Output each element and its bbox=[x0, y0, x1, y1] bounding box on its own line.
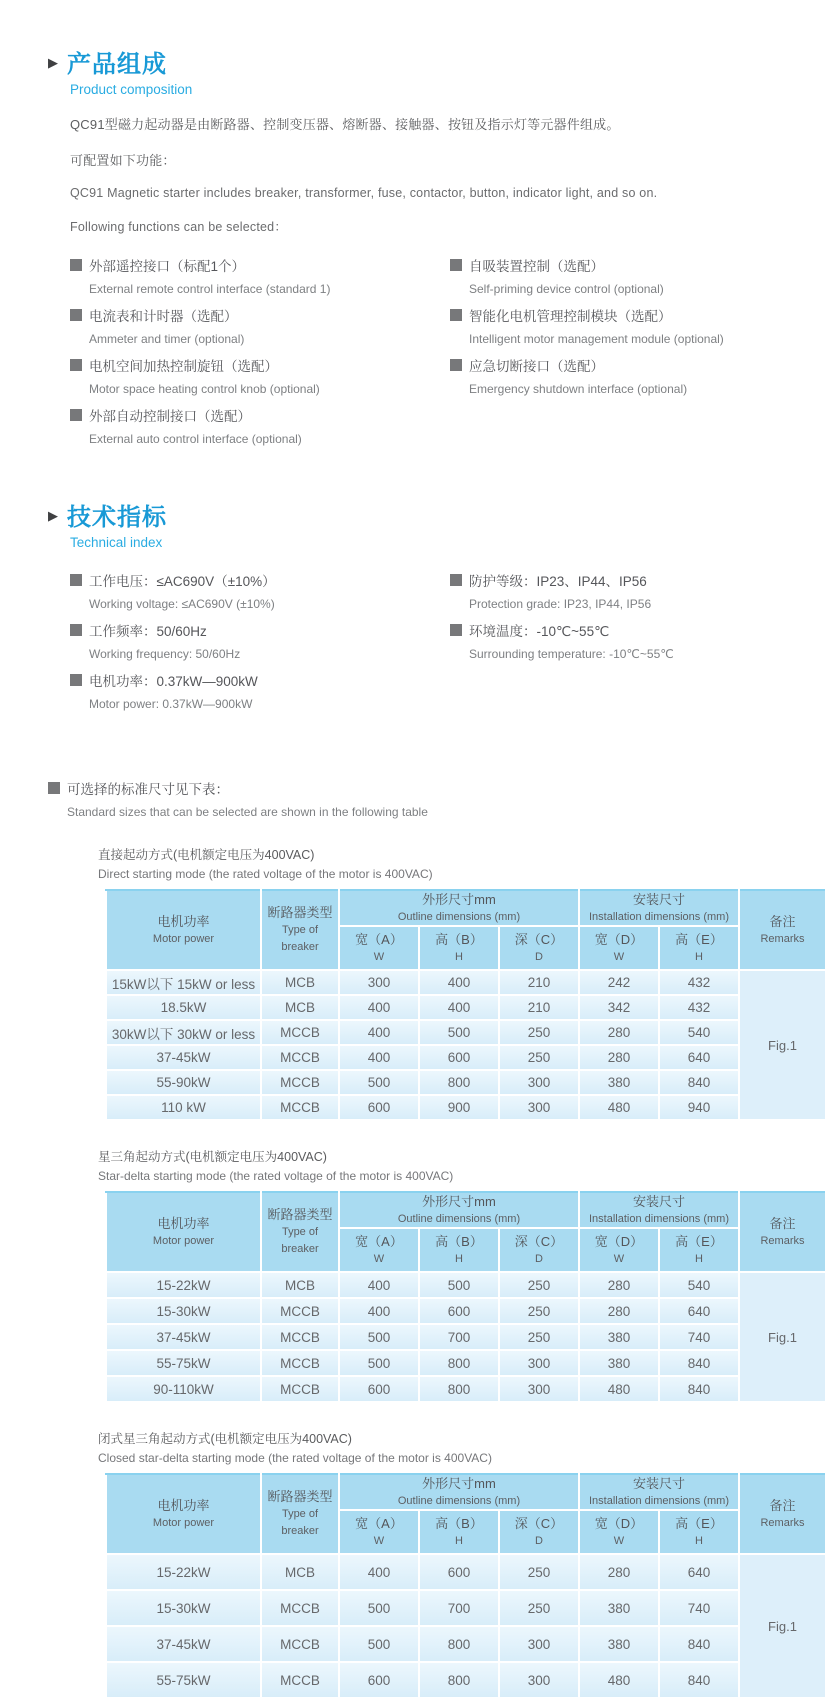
cell-dimension: 250 bbox=[499, 1324, 579, 1350]
bullet-item-zh bbox=[450, 355, 790, 375]
bullet-item bbox=[70, 255, 450, 296]
square-bullet-icon bbox=[48, 782, 60, 794]
square-bullet-icon bbox=[70, 624, 82, 636]
bullet-item bbox=[450, 620, 790, 661]
cell-dimension: 840 bbox=[659, 1662, 739, 1698]
table-row bbox=[106, 1376, 826, 1402]
cell-dimension: 250 bbox=[499, 1020, 579, 1045]
cell-motor-power: 55-75kW bbox=[106, 1662, 261, 1698]
bullet-text-zh: 电机空间加热控制旋钮（选配） bbox=[89, 359, 278, 374]
table-row bbox=[106, 1070, 826, 1095]
spec-column-right bbox=[450, 570, 790, 720]
feature-column-left bbox=[70, 255, 450, 455]
header-dim-col-4: 高（E） H bbox=[659, 1510, 739, 1554]
cell-breaker-type: MCB bbox=[261, 1554, 339, 1590]
cell-breaker-type: MCB bbox=[261, 1272, 339, 1298]
bullet-text-en: Working voltage: ≤AC690V (±10%) bbox=[89, 597, 275, 611]
star-delta-starting-table-block bbox=[48, 1147, 805, 1403]
table-row bbox=[106, 1324, 826, 1350]
cell-dimension: 250 bbox=[499, 1554, 579, 1590]
cell-dimension: 800 bbox=[419, 1626, 499, 1662]
cell-dimension: 380 bbox=[579, 1626, 659, 1662]
table-row bbox=[106, 995, 826, 1020]
cell-motor-power: 30kW以下 30kW or less bbox=[106, 1020, 261, 1045]
header-breaker-type: 断路器类型 Type of breaker bbox=[261, 1474, 339, 1554]
section-title-en: Product composition bbox=[70, 82, 193, 97]
square-bullet-icon bbox=[70, 674, 82, 686]
cell-breaker-type: MCCB bbox=[261, 1045, 339, 1070]
cell-dimension: 840 bbox=[659, 1626, 739, 1662]
table-row bbox=[106, 1045, 826, 1070]
cell-dimension: 500 bbox=[339, 1324, 419, 1350]
square-bullet-icon bbox=[70, 409, 82, 421]
cell-breaker-type: MCCB bbox=[261, 1662, 339, 1698]
cell-motor-power: 37-45kW bbox=[106, 1045, 261, 1070]
bullet-text-zh: 电流表和计时器（选配） bbox=[89, 309, 238, 324]
section-title-en: Technical index bbox=[70, 535, 163, 550]
cell-dimension: 380 bbox=[579, 1350, 659, 1376]
square-bullet-icon bbox=[450, 624, 462, 636]
bullet-text-en: Protection grade: IP23, IP44, IP56 bbox=[469, 597, 652, 611]
cell-breaker-type: MCCB bbox=[261, 1298, 339, 1324]
cell-dimension: 480 bbox=[579, 1376, 659, 1402]
cell-remark: Fig.1 bbox=[739, 1554, 826, 1698]
header-dim-col-1: 高（B） H bbox=[419, 1510, 499, 1554]
cell-motor-power: 37-45kW bbox=[106, 1626, 261, 1662]
header-installation-dimensions: 安装尺寸 Installation dimensions (mm) bbox=[579, 890, 739, 926]
cell-dimension: 400 bbox=[419, 995, 499, 1020]
header-installation-dimensions: 安装尺寸 Installation dimensions (mm) bbox=[579, 1474, 739, 1510]
bullet-item bbox=[450, 305, 790, 346]
header-motor-power: 电机功率 Motor power bbox=[106, 1474, 261, 1554]
cell-motor-power: 110 kW bbox=[106, 1095, 261, 1120]
cell-dimension: 480 bbox=[579, 1662, 659, 1698]
header-dim-col-0: 宽（A） W bbox=[339, 1510, 419, 1554]
bullet-item-zh bbox=[70, 670, 450, 690]
cell-dimension: 500 bbox=[419, 1020, 499, 1045]
header-motor-power: 电机功率 Motor power bbox=[106, 890, 261, 970]
cell-dimension: 900 bbox=[419, 1095, 499, 1120]
header-dim-col-2: 深（C） D bbox=[499, 1228, 579, 1272]
table-title bbox=[98, 845, 790, 881]
cell-dimension: 210 bbox=[499, 995, 579, 1020]
bullet-item-zh bbox=[450, 620, 790, 640]
cell-motor-power: 18.5kW bbox=[106, 995, 261, 1020]
cell-dimension: 500 bbox=[339, 1070, 419, 1095]
bullet-text-en: Motor power: 0.37kW—900kW bbox=[89, 697, 253, 711]
cell-breaker-type: MCCB bbox=[261, 1350, 339, 1376]
cell-motor-power: 90-110kW bbox=[106, 1376, 261, 1402]
cell-dimension: 400 bbox=[339, 1554, 419, 1590]
cell-breaker-type: MCCB bbox=[261, 1020, 339, 1045]
cell-dimension: 540 bbox=[659, 1020, 739, 1045]
table-title-zh: 闭式星三角起动方式(电机额定电压为400VAC) bbox=[98, 1432, 352, 1446]
table-title-en: Star-delta starting mode (the rated voltage of the motor is 400VAC) bbox=[98, 1169, 454, 1183]
bullet-text-en: Surrounding temperature: -10℃~55℃ bbox=[469, 647, 674, 661]
square-bullet-icon bbox=[70, 359, 82, 371]
cell-dimension: 250 bbox=[499, 1298, 579, 1324]
header-dim-col-4: 高（E） H bbox=[659, 926, 739, 970]
cell-dimension: 432 bbox=[659, 970, 739, 995]
section-title-zh: 技术指标 bbox=[67, 504, 167, 531]
table-row bbox=[106, 1350, 826, 1376]
header-dim-col-2: 深（C） D bbox=[499, 926, 579, 970]
header-remarks: 备注 Remarks bbox=[739, 890, 826, 970]
closed-star-delta-starting-table-block bbox=[48, 1429, 805, 1699]
square-bullet-icon bbox=[450, 359, 462, 371]
bullet-text-zh: 外部自动控制接口（选配） bbox=[89, 409, 251, 424]
cell-remark: Fig.1 bbox=[739, 1272, 826, 1402]
header-dim-col-1: 高（B） H bbox=[419, 926, 499, 970]
header-dim-col-0: 宽（A） W bbox=[339, 1228, 419, 1272]
bullet-text-zh: 外部遥控接口（标配1个） bbox=[89, 259, 246, 274]
bullet-item bbox=[450, 355, 790, 396]
closed-star-delta-starting-table bbox=[105, 1473, 827, 1699]
cell-dimension: 342 bbox=[579, 995, 659, 1020]
cell-dimension: 380 bbox=[579, 1590, 659, 1626]
table-row bbox=[106, 1626, 826, 1662]
table-title-zh: 直接起动方式(电机额定电压为400VAC) bbox=[98, 848, 315, 862]
bullet-item-zh bbox=[48, 778, 790, 798]
bullet-text-en: Motor space heating control knob (optional) bbox=[89, 382, 320, 396]
header-breaker-type: 断路器类型 Type of breaker bbox=[261, 1192, 339, 1272]
bullet-item bbox=[70, 305, 450, 346]
cell-dimension: 300 bbox=[339, 970, 419, 995]
square-bullet-icon bbox=[70, 309, 82, 321]
cell-dimension: 280 bbox=[579, 1554, 659, 1590]
feature-column-right bbox=[450, 255, 790, 455]
bullet-text-zh: 工作频率：50/60Hz bbox=[89, 624, 207, 639]
bullet-item-zh bbox=[450, 255, 790, 275]
cell-dimension: 500 bbox=[339, 1626, 419, 1662]
cell-breaker-type: MCCB bbox=[261, 1095, 339, 1120]
cell-dimension: 280 bbox=[579, 1020, 659, 1045]
table-row bbox=[106, 1020, 826, 1045]
bullet-text-zh: 可选择的标准尺寸见下表： bbox=[67, 782, 229, 797]
bullet-item bbox=[70, 620, 450, 661]
cell-motor-power: 15kW以下 15kW or less bbox=[106, 970, 261, 995]
cell-dimension: 242 bbox=[579, 970, 659, 995]
spec-tables bbox=[48, 845, 805, 1699]
cell-motor-power: 15-22kW bbox=[106, 1554, 261, 1590]
cell-dimension: 640 bbox=[659, 1298, 739, 1324]
bullet-item bbox=[70, 570, 450, 611]
cell-motor-power: 15-22kW bbox=[106, 1272, 261, 1298]
section-header bbox=[48, 497, 790, 532]
bullet-text-en: Working frequency: 50/60Hz bbox=[89, 647, 241, 661]
header-dim-col-4: 高（E） H bbox=[659, 1228, 739, 1272]
cell-dimension: 400 bbox=[339, 1298, 419, 1324]
table-title-zh: 星三角起动方式(电机额定电压为400VAC) bbox=[98, 1150, 327, 1164]
bullet-text-en: Standard sizes that can be selected are shown in the following table bbox=[67, 805, 428, 819]
section-title-zh: 产品组成 bbox=[67, 51, 167, 78]
cell-dimension: 800 bbox=[419, 1350, 499, 1376]
bullet-item bbox=[450, 570, 790, 611]
header-breaker-type: 断路器类型 Type of breaker bbox=[261, 890, 339, 970]
table-row bbox=[106, 1590, 826, 1626]
intro-paragraph-en-2: Following functions can be selected： bbox=[70, 220, 288, 234]
table-title bbox=[98, 1429, 790, 1465]
table-title bbox=[98, 1147, 790, 1183]
cell-breaker-type: MCCB bbox=[261, 1626, 339, 1662]
header-motor-power: 电机功率 Motor power bbox=[106, 1192, 261, 1272]
header-outline-dimensions: 外形尺寸mm Outline dimensions (mm) bbox=[339, 890, 579, 926]
bullet-item-zh bbox=[70, 405, 450, 425]
cell-dimension: 400 bbox=[339, 1020, 419, 1045]
cell-dimension: 400 bbox=[339, 995, 419, 1020]
cell-dimension: 740 bbox=[659, 1324, 739, 1350]
header-dim-col-0: 宽（A） W bbox=[339, 926, 419, 970]
cell-dimension: 280 bbox=[579, 1298, 659, 1324]
bullet-text-en: Emergency shutdown interface (optional) bbox=[469, 382, 688, 396]
cell-dimension: 600 bbox=[419, 1045, 499, 1070]
cell-dimension: 500 bbox=[419, 1272, 499, 1298]
cell-motor-power: 37-45kW bbox=[106, 1324, 261, 1350]
cell-motor-power: 55-75kW bbox=[106, 1350, 261, 1376]
section-technical-index bbox=[48, 497, 790, 720]
cell-dimension: 500 bbox=[339, 1350, 419, 1376]
cell-dimension: 250 bbox=[499, 1590, 579, 1626]
bullet-text-zh: 环境温度：-10℃~55℃ bbox=[469, 624, 610, 639]
bullet-text-en: External remote control interface (standard 1) bbox=[89, 282, 331, 296]
cell-dimension: 540 bbox=[659, 1272, 739, 1298]
table-title-en: Direct starting mode (the rated voltage of the motor is 400VAC) bbox=[98, 867, 433, 881]
bullet-text-zh: 应急切断接口（选配） bbox=[469, 359, 604, 374]
cell-dimension: 250 bbox=[499, 1272, 579, 1298]
standard-sizes-note bbox=[48, 778, 790, 819]
table-row bbox=[106, 1662, 826, 1698]
cell-dimension: 640 bbox=[659, 1045, 739, 1070]
bullet-text-en: Intelligent motor management module (optional) bbox=[469, 332, 724, 346]
cell-dimension: 600 bbox=[339, 1662, 419, 1698]
cell-dimension: 380 bbox=[579, 1324, 659, 1350]
header-outline-dimensions: 外形尺寸mm Outline dimensions (mm) bbox=[339, 1192, 579, 1228]
cell-dimension: 300 bbox=[499, 1350, 579, 1376]
section-arrow-icon: ▶ bbox=[48, 55, 58, 70]
bullet-text-en: Ammeter and timer (optional) bbox=[89, 332, 245, 346]
square-bullet-icon bbox=[450, 574, 462, 586]
cell-dimension: 300 bbox=[499, 1626, 579, 1662]
section-product-composition bbox=[48, 44, 790, 455]
cell-dimension: 480 bbox=[579, 1095, 659, 1120]
table-row bbox=[106, 1554, 826, 1590]
cell-dimension: 300 bbox=[499, 1070, 579, 1095]
header-installation-dimensions: 安装尺寸 Installation dimensions (mm) bbox=[579, 1192, 739, 1228]
cell-dimension: 840 bbox=[659, 1376, 739, 1402]
cell-dimension: 840 bbox=[659, 1070, 739, 1095]
bullet-item-zh bbox=[450, 305, 790, 325]
bullet-item bbox=[48, 778, 790, 819]
cell-breaker-type: MCCB bbox=[261, 1070, 339, 1095]
direct-starting-table bbox=[105, 889, 827, 1121]
square-bullet-icon bbox=[450, 259, 462, 271]
cell-dimension: 700 bbox=[419, 1590, 499, 1626]
bullet-item-zh bbox=[70, 570, 450, 590]
cell-dimension: 600 bbox=[339, 1376, 419, 1402]
cell-dimension: 600 bbox=[419, 1554, 499, 1590]
bullet-item bbox=[450, 255, 790, 296]
cell-dimension: 400 bbox=[339, 1272, 419, 1298]
square-bullet-icon bbox=[70, 574, 82, 586]
bullet-text-zh: 工作电压：≤AC690V（±10%） bbox=[89, 574, 276, 589]
star-delta-starting-table bbox=[105, 1191, 827, 1403]
feature-columns bbox=[70, 255, 790, 455]
section-header bbox=[48, 44, 790, 79]
cell-motor-power: 55-90kW bbox=[106, 1070, 261, 1095]
intro-paragraph-zh: QC91型磁力起动器是由断路器、控制变压器、熔断器、接触器、按钮及指示灯等元器件组成。 bbox=[70, 117, 620, 132]
cell-dimension: 600 bbox=[419, 1298, 499, 1324]
cell-motor-power: 15-30kW bbox=[106, 1590, 261, 1626]
header-dim-col-3: 宽（D） W bbox=[579, 1510, 659, 1554]
cell-dimension: 300 bbox=[499, 1662, 579, 1698]
cell-breaker-type: MCCB bbox=[261, 1324, 339, 1350]
table-row bbox=[106, 970, 826, 995]
bullet-text-zh: 自吸装置控制（选配） bbox=[469, 259, 604, 274]
cell-dimension: 250 bbox=[499, 1045, 579, 1070]
cell-dimension: 400 bbox=[339, 1045, 419, 1070]
header-dim-col-3: 宽（D） W bbox=[579, 926, 659, 970]
cell-dimension: 300 bbox=[499, 1095, 579, 1120]
cell-dimension: 380 bbox=[579, 1070, 659, 1095]
bullet-item bbox=[70, 355, 450, 396]
bullet-text-zh: 电机功率：0.37kW—900kW bbox=[89, 674, 258, 689]
cell-dimension: 500 bbox=[339, 1590, 419, 1626]
cell-breaker-type: MCCB bbox=[261, 1590, 339, 1626]
cell-breaker-type: MCB bbox=[261, 970, 339, 995]
square-bullet-icon bbox=[70, 259, 82, 271]
cell-dimension: 600 bbox=[339, 1095, 419, 1120]
section-arrow-icon: ▶ bbox=[48, 508, 58, 523]
cell-dimension: 280 bbox=[579, 1272, 659, 1298]
header-remarks: 备注 Remarks bbox=[739, 1474, 826, 1554]
cell-dimension: 940 bbox=[659, 1095, 739, 1120]
cell-dimension: 700 bbox=[419, 1324, 499, 1350]
bullet-item-zh bbox=[70, 255, 450, 275]
direct-starting-table-block bbox=[48, 845, 805, 1121]
cell-dimension: 432 bbox=[659, 995, 739, 1020]
cell-breaker-type: MCB bbox=[261, 995, 339, 1020]
header-remarks: 备注 Remarks bbox=[739, 1192, 826, 1272]
bullet-item bbox=[70, 405, 450, 446]
bullet-text-en: Self-priming device control (optional) bbox=[469, 282, 664, 296]
bullet-text-zh: 智能化电机管理控制模块（选配） bbox=[469, 309, 672, 324]
spec-column-left bbox=[70, 570, 450, 720]
cell-dimension: 640 bbox=[659, 1554, 739, 1590]
cell-remark: Fig.1 bbox=[739, 970, 826, 1120]
table-row bbox=[106, 1272, 826, 1298]
intro-paragraph-zh-2: 可配置如下功能： bbox=[70, 153, 176, 168]
header-outline-dimensions: 外形尺寸mm Outline dimensions (mm) bbox=[339, 1474, 579, 1510]
bullet-item-zh bbox=[70, 305, 450, 325]
table-row bbox=[106, 1095, 826, 1120]
cell-dimension: 400 bbox=[419, 970, 499, 995]
cell-breaker-type: MCCB bbox=[261, 1376, 339, 1402]
table-row bbox=[106, 1298, 826, 1324]
cell-dimension: 800 bbox=[419, 1070, 499, 1095]
cell-dimension: 740 bbox=[659, 1590, 739, 1626]
square-bullet-icon bbox=[450, 309, 462, 321]
cell-dimension: 800 bbox=[419, 1662, 499, 1698]
bullet-text-zh: 防护等级：IP23、IP44、IP56 bbox=[469, 574, 647, 589]
spec-columns bbox=[70, 570, 790, 720]
header-dim-col-3: 宽（D） W bbox=[579, 1228, 659, 1272]
cell-motor-power: 15-30kW bbox=[106, 1298, 261, 1324]
bullet-item-zh bbox=[450, 570, 790, 590]
cell-dimension: 280 bbox=[579, 1045, 659, 1070]
cell-dimension: 840 bbox=[659, 1350, 739, 1376]
bullet-item bbox=[70, 670, 450, 711]
bullet-item-zh bbox=[70, 620, 450, 640]
header-dim-col-1: 高（B） H bbox=[419, 1228, 499, 1272]
cell-dimension: 210 bbox=[499, 970, 579, 995]
cell-dimension: 300 bbox=[499, 1376, 579, 1402]
intro-paragraph-en: QC91 Magnetic starter includes breaker, transformer, fuse, contactor, button, indicator light, and so on. bbox=[70, 186, 658, 200]
table-title-en: Closed star-delta starting mode (the rated voltage of the motor is 400VAC) bbox=[98, 1451, 492, 1465]
bullet-text-en: External auto control interface (optional) bbox=[89, 432, 302, 446]
bullet-item-zh bbox=[70, 355, 450, 375]
cell-dimension: 800 bbox=[419, 1376, 499, 1402]
header-dim-col-2: 深（C） D bbox=[499, 1510, 579, 1554]
